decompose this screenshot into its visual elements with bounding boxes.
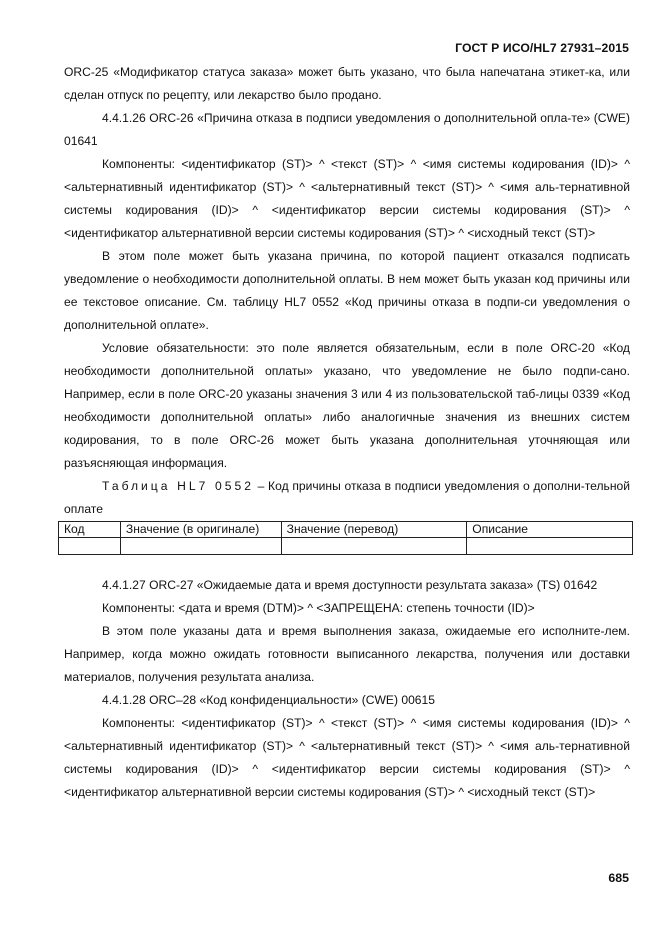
description-orc27: В этом поле указаны дата и время выполнения заказа, ожидаемые его исполните-лем. Например, когда можно ожидать готовности выписанного лекарства, получения или доставки материалов, получения результата анализа.: [64, 624, 630, 684]
standard-header: ГОСТ Р ИСО/HL7 27931–2015: [455, 41, 629, 55]
section-heading-orc27: 4.4.1.27 ORC-27 «Ожидаемые дата и время доступности результата заказа» (TS) 01642: [102, 578, 598, 592]
page-number: 685: [608, 871, 629, 885]
spacer: [64, 555, 630, 574]
document-body: [64, 61, 630, 804]
table-caption: [64, 475, 630, 521]
table-header-row: [59, 522, 633, 538]
table-row: [59, 538, 633, 555]
condition-orc26: Условие обязательности: это поле является обязательным, если в поле ORC-20 «Код необходимости дополнительной оплаты» указано, что уведомление не было подпи-сано. Например, если в поле ORC-20 указаны значения 3 или 4 из пользовательской таб-лицы 0339 «Код необходимости дополнительной оплаты» либо аналогичные значения из внешних систем кодирования, то в поле ORC-26 может быть указана дополнительная уточняющая или разъясняющая информация.: [64, 341, 630, 470]
column-header-translated-value: Значение (перевод): [281, 522, 467, 538]
section-heading-orc28: 4.4.1.28 ORC–28 «Код конфиденциальности» (CWE) 00615: [102, 693, 435, 707]
column-header-original-value: Значение (в оригинале): [120, 522, 281, 538]
column-header-description: Описание: [467, 522, 633, 538]
paragraph-orc25-tail: ORC-25 «Модификатор статуса заказа» может быть указано, что была напечатана этикет-ка, или сделан отпуск по рецепту, или лекарство было продано.: [64, 65, 630, 102]
table-cell: [59, 538, 121, 555]
description-orc26: В этом поле может быть указана причина, по которой пациент отказался подписать уведомление о необходимости дополнительной оплаты. В нем может быть указан код причины или ее текстовое описание. См. таблицу HL7 0552 «Код причины отказа в подпи-си уведомления о дополнительной оплате».: [64, 249, 630, 332]
hl7-0552-table: [58, 521, 633, 555]
components-orc26: Компоненты: <идентификатор (ST)> ^ <текст (ST)> ^ <имя системы кодирования (ID)> ^ <альтернативный идентификатор (ST)> ^ <альтернативный текст (ST)> ^ <имя аль-тернативной системы кодирования (ID)> ^ <идентификатор версии системы кодирования (ST)> ^ <идентификатор альтернативной версии системы кодирования (ST)> ^ <исходный текст (ST)>: [64, 157, 630, 240]
components-orc27: Компоненты: <дата и время (DTM)> ^ <ЗАПРЕЩЕНА: степень точности (ID)>: [102, 601, 535, 615]
components-orc28: Компоненты: <идентификатор (ST)> ^ <текст (ST)> ^ <имя системы кодирования (ID)> ^ <альтернативный идентификатор (ST)> ^ <альтернативный текст (ST)> ^ <имя аль-тернативной системы кодирования (ID)> ^ <идентификатор версии системы кодирования (ST)> ^ <идентификатор альтернативной версии системы кодирования (ST)> ^ <исходный текст (ST)>: [64, 716, 630, 799]
table-cell: [120, 538, 281, 555]
table-cell: [281, 538, 467, 555]
column-header-code: Код: [59, 522, 121, 538]
table-caption-label: Таблица HL7 0552: [102, 479, 254, 493]
table-caption-text: – Код причины отказа в подписи уведомления о дополни-тельной оплате: [64, 479, 630, 516]
section-heading-orc26: 4.4.1.26 ORC-26 «Причина отказа в подписи уведомления о дополнительной опла-те» (CWE) 01641: [64, 111, 630, 148]
table-cell: [467, 538, 633, 555]
